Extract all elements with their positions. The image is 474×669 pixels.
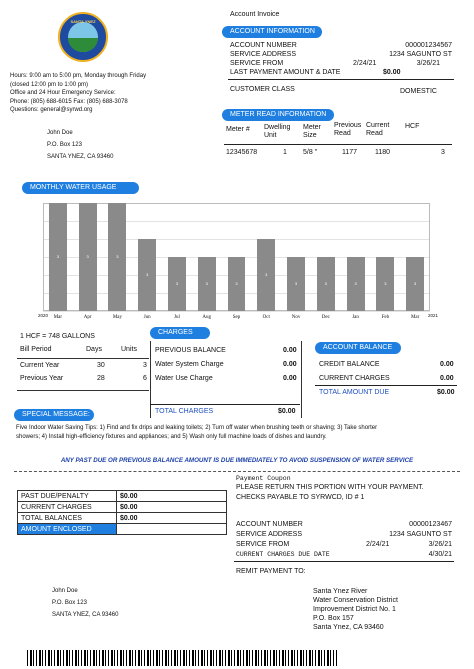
chart-tick-label: May	[112, 315, 122, 320]
due-date-label: CURRENT CHARGES DUE DATE	[236, 551, 330, 558]
previous-year-label: Previous Year	[20, 375, 64, 382]
chart-tick-label: Mar	[53, 315, 63, 320]
meter-col-header: HCF	[405, 123, 420, 130]
water-use-charge: 0.00	[283, 375, 297, 382]
logo-text: SANTA YNEZ	[70, 19, 96, 24]
table-row	[18, 524, 227, 535]
chart-bar-label: 3	[86, 254, 89, 259]
hours-line: Phone: (805) 688-6015 Fax: (805) 688-3078	[10, 98, 128, 105]
current-charges: 0.00	[440, 375, 454, 382]
coupon-account-block	[236, 520, 452, 560]
bill-period-header: Bill Period	[20, 346, 52, 353]
year-end-label: 2021	[428, 313, 439, 318]
current-charges-amount: $0.00	[117, 502, 227, 513]
chart-tick-label: Feb	[381, 315, 390, 320]
chart-tick-label: Oct	[262, 315, 270, 320]
service-from-label: SERVICE FROM	[230, 60, 284, 67]
total-amount-due: $0.00	[437, 389, 455, 396]
monthly-usage-header: MONTHLY WATER USAGE	[22, 182, 139, 194]
total-balances-label: TOTAL BALANCES	[18, 513, 117, 524]
credit-balance: 0.00	[440, 361, 454, 368]
total-charges-label: TOTAL CHARGES	[155, 408, 214, 415]
meter-col-header: Meter Size	[303, 124, 321, 139]
coupon-account-number: 00000123467	[409, 521, 452, 528]
meter-size: 5/8 "	[303, 149, 318, 156]
units-header: Units	[121, 346, 137, 353]
meter-col-header: Dwelling Unit	[264, 124, 291, 139]
chart-bar-label: 3	[116, 254, 119, 259]
meter-col-header: Current Read	[366, 122, 390, 137]
chart-tick-label: Jun	[143, 315, 151, 320]
last-payment: $0.00	[383, 69, 401, 76]
customer-name: John Doe	[52, 588, 78, 594]
table-row	[18, 513, 227, 524]
meter-col-header: Previous Read	[334, 122, 362, 137]
current-year-units: 3	[143, 362, 147, 369]
chart-bar-label: 3	[146, 272, 149, 277]
service-from-start: 2/24/21	[353, 60, 377, 67]
chart-tick-label: Aug	[202, 315, 212, 320]
account-number-label: ACCOUNT NUMBER	[230, 42, 297, 49]
hcf-table-frame	[17, 358, 149, 391]
hours-line: Office and 24 Hour Emergency Service:	[10, 90, 116, 96]
chart-bar-label: 3	[235, 281, 238, 286]
chart-tick-label: Sep	[232, 315, 241, 320]
due-date: 4/30/21	[428, 551, 452, 558]
previous-year-days: 28	[97, 375, 105, 382]
current-charges-label: CURRENT CHARGES	[18, 502, 117, 513]
chart-tick-label: Nov	[291, 315, 301, 320]
chart-gridline	[43, 311, 430, 312]
previous-read: 1177	[342, 149, 358, 156]
chart-tick-label: Mar	[410, 315, 420, 320]
suspension-warning: ANY PAST DUE OR PREVIOUS BALANCE AMOUNT IS DUE IMMEDIATELY TO AVOID SUSPENSION OF WATER SERVICE	[60, 457, 414, 464]
coupon-service-from-label: SERVICE FROM	[236, 541, 290, 548]
dwelling-unit: 1	[283, 149, 287, 156]
chart-bar-label: 3	[294, 281, 298, 286]
total-charges: $0.00	[278, 408, 296, 415]
remit-label: REMIT PAYMENT TO:	[236, 568, 306, 575]
service-address: 1234 SAGUNTO ST	[389, 51, 452, 58]
chart-bar-label: 3	[205, 281, 208, 286]
remit-line: Improvement District No. 1	[313, 606, 396, 613]
meter-read-header: METER READ INFORMATION	[222, 109, 334, 121]
table-row	[18, 491, 227, 502]
customer-class: DOMESTIC	[400, 88, 437, 95]
previous-year-units: 6	[143, 375, 147, 382]
meter-number: 12345678	[226, 149, 258, 156]
chart-tick-label: Jul	[174, 315, 180, 320]
coupon-service-from-end: 3/26/21	[428, 541, 452, 548]
water-use-charge-label: Water Use Charge	[155, 375, 213, 382]
hcf-note: 1 HCF = 748 GALLONS	[20, 333, 95, 340]
chart-bar-label: 3	[265, 272, 268, 277]
remit-line: Water Conservation District	[313, 597, 398, 604]
payment-coupon-title: Payment Coupon	[236, 475, 291, 482]
year-start-label: 2020	[38, 313, 49, 318]
coupon-summary-table	[17, 490, 227, 535]
table-row	[18, 502, 227, 513]
current-read: 1180	[375, 149, 391, 156]
total-balances-amount: $0.00	[117, 513, 227, 524]
coupon-service-from-start: 2/24/21	[366, 541, 390, 548]
amount-enclosed-label: AMOUNT ENCLOSED	[18, 524, 117, 535]
divider	[150, 404, 300, 405]
divider	[315, 385, 457, 386]
chart-bar-label: 3	[324, 281, 327, 286]
account-number: 000001234567	[405, 42, 452, 49]
remit-address	[313, 587, 398, 632]
chart-tick-label: Jan	[352, 315, 359, 320]
previous-balance: 0.00	[283, 347, 297, 354]
customer-address-line: SANTA YNEZ, CA 93460	[52, 612, 119, 618]
total-amount-due-label: TOTAL AMOUNT DUE	[319, 389, 390, 396]
hours-line: Questions: general@syrwd.org	[10, 107, 93, 113]
chart-bar-label: 3	[56, 254, 59, 259]
customer-address-line: SANTA YNEZ, CA 93460	[47, 154, 114, 160]
coupon-service-address: 1234 SAGUNTO ST	[389, 531, 452, 538]
coupon-account-number-label: ACCOUNT NUMBER	[236, 521, 303, 528]
remit-line: P.O. Box 157	[313, 615, 354, 622]
customer-address-line: P.O. Box 123	[47, 142, 82, 148]
chart-tick-label: Dec	[321, 315, 330, 320]
coupon-service-address-label: SERVICE ADDRESS	[236, 531, 303, 538]
previous-balance-label: PREVIOUS BALANCE	[155, 347, 226, 354]
customer-class-label: CUSTOMER CLASS	[230, 86, 295, 93]
account-information-header: ACCOUNT INFORMATION	[222, 26, 322, 38]
customer-address-line: P.O. Box 123	[52, 600, 87, 606]
cut-line	[14, 471, 460, 472]
special-message-line: showers; 4) Install high-efficiency fixtures and appliances; and 5) Wash only full machine loads of dishes and laundry.	[16, 434, 327, 440]
special-message-header: SPECIAL MESSAGE:	[14, 409, 94, 421]
postal-barcode	[27, 650, 337, 666]
past-due-label: PAST DUE/PENALTY	[18, 491, 117, 502]
remit-line: Santa Ynez River	[313, 588, 368, 595]
current-charges-label: CURRENT CHARGES	[319, 375, 390, 382]
chart-bar-label: 3	[354, 281, 357, 286]
credit-balance-label: CREDIT BALANCE	[319, 361, 380, 368]
past-due-amount: $0.00	[117, 491, 227, 502]
coupon-instruction: PLEASE RETURN THIS PORTION WITH YOUR PAYMENT.	[236, 484, 424, 491]
chart-bar-label: 3	[175, 281, 179, 286]
current-year-label: Current Year	[20, 362, 60, 369]
divider	[234, 561, 454, 562]
chart-tick-label: Apr	[83, 315, 92, 320]
service-address-label: SERVICE ADDRESS	[230, 51, 297, 58]
current-year-days: 30	[97, 362, 105, 369]
water-system-charge: 0.00	[283, 361, 297, 368]
amount-enclosed-field[interactable]	[117, 524, 227, 535]
checks-payable: CHECKS PAYABLE TO SYRWCD, ID # 1	[236, 494, 365, 501]
hcf-value: 3	[441, 149, 445, 156]
coupon-customer-address	[52, 585, 118, 621]
last-payment-label: LAST PAYMENT AMOUNT & DATE	[230, 69, 341, 76]
customer-name: John Doe	[47, 130, 73, 136]
account-balance-header: ACCOUNT BALANCE	[315, 342, 401, 354]
invoice-title: Account Invoice	[230, 11, 280, 18]
charges-header: CHARGES	[150, 327, 210, 339]
usage-chart	[0, 0, 474, 330]
meter-col-header: Meter #	[226, 126, 250, 133]
special-message	[16, 424, 461, 442]
special-message-line: Five Indoor Water Saving Tips: 1) Find and fix drips and leaking toilets; 2) Turn off water when brushing teeth or shaving; 3) Take shorter	[16, 425, 378, 431]
remit-line: Santa Ynez, CA 93460	[313, 624, 384, 631]
service-from-end: 3/26/21	[416, 60, 440, 67]
hours-line: Hours: 9:00 am to 5:00 pm, Monday through Friday	[10, 73, 147, 79]
days-header: Days	[86, 346, 102, 353]
chart-bar-label: 3	[384, 281, 387, 286]
chart-bar-label: 3	[413, 281, 417, 286]
water-system-charge-label: Water System Charge	[155, 361, 224, 368]
hours-line: (closed 12:00 pm to 1:00 pm)	[10, 81, 89, 88]
